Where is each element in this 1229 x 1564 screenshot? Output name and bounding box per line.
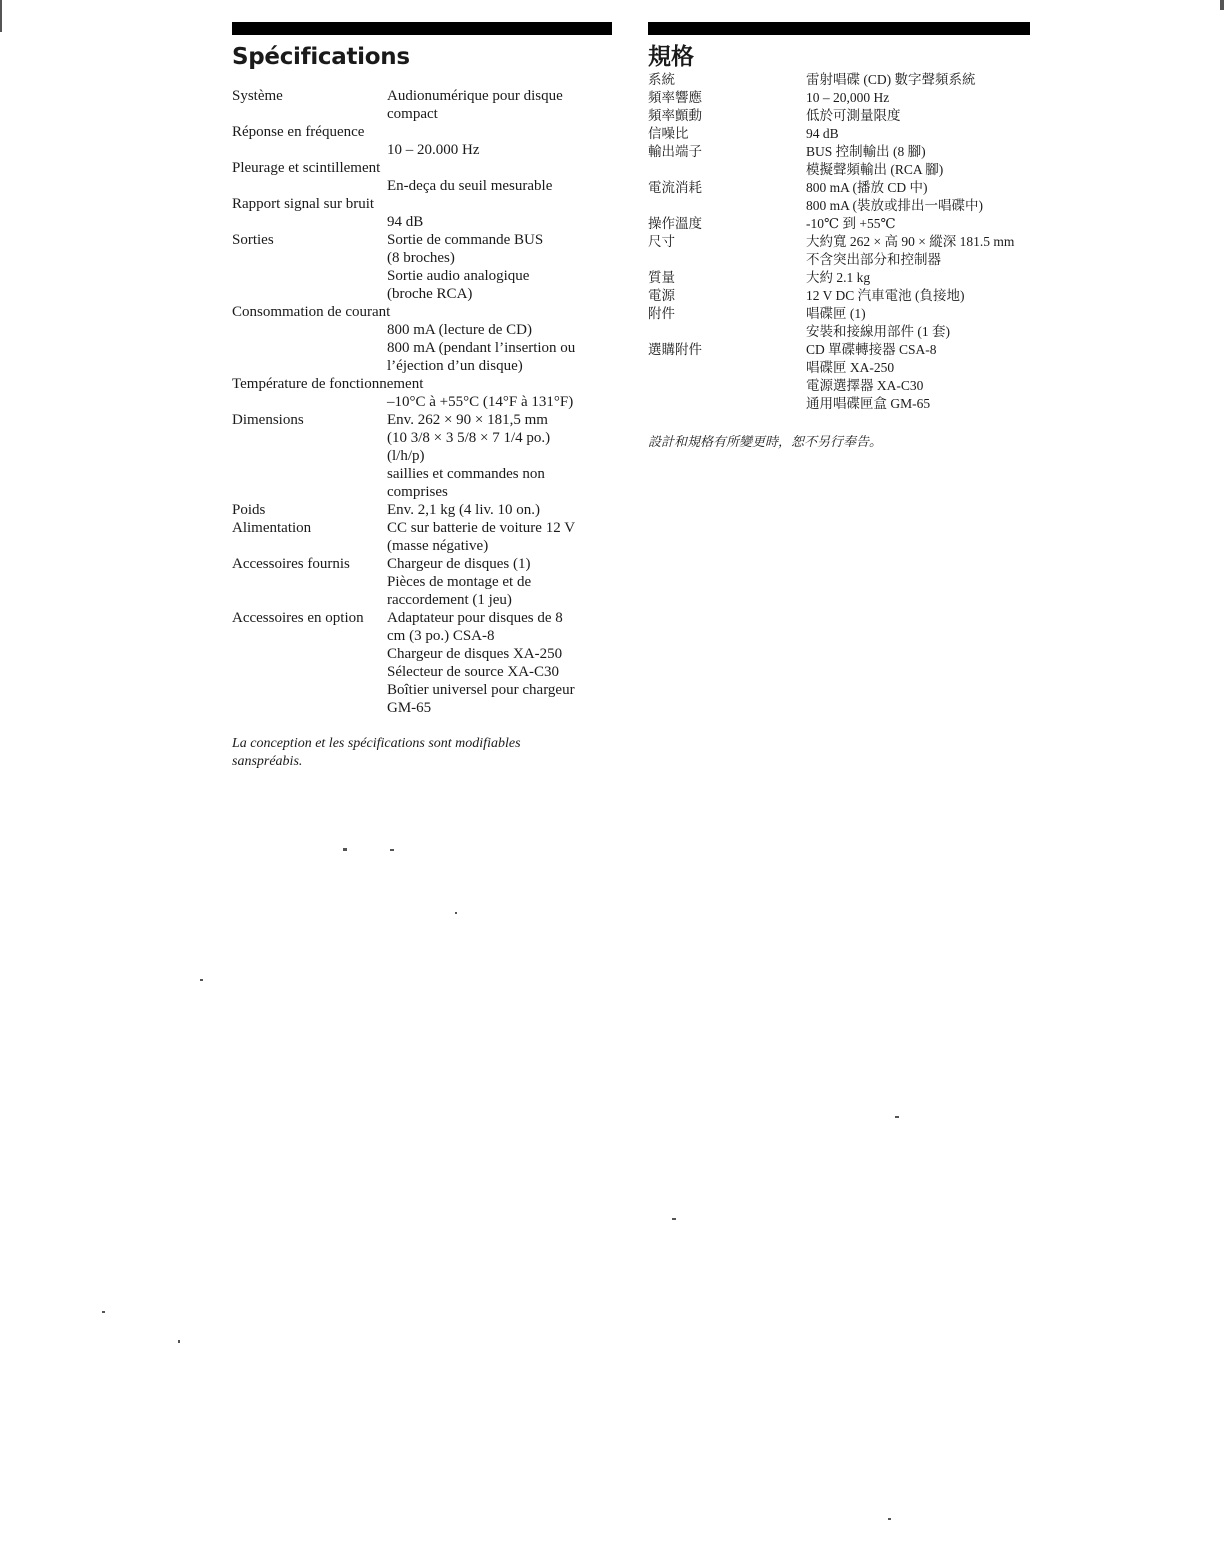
- spec-value-line: 低於可測量限度: [806, 108, 901, 123]
- spec-value-line: (broche RCA): [387, 286, 473, 302]
- spec-label: Accessoires fournis: [232, 556, 350, 572]
- spec-value-line: 800 mA (pendant l’insertion ou: [387, 340, 576, 356]
- spec-value-line: compact: [387, 106, 438, 122]
- spec-item: [232, 87, 612, 123]
- spec-value: [806, 233, 1030, 269]
- spec-value-line: 800 mA (lecture de CD): [387, 322, 532, 338]
- spec-value-line: CC sur batterie de voiture 12 V: [387, 520, 576, 536]
- spec-value-line: (masse négative): [387, 538, 489, 554]
- spec-label: Sorties: [232, 232, 274, 248]
- spec-value-line: 唱碟匣 (1): [806, 306, 866, 321]
- spec-value: [806, 215, 1030, 233]
- spec-value: [387, 519, 612, 555]
- spec-value: [232, 141, 612, 159]
- spec-value-line: 安裝和接線用部件 (1 套): [806, 324, 950, 339]
- spec-value: [806, 179, 1030, 215]
- spec-value: [232, 177, 612, 195]
- spec-value-line: (10 3/8 × 3 5/8 × 7 1/4 po.): [387, 430, 551, 446]
- spec-value: [387, 87, 612, 123]
- spec-item: [648, 269, 1030, 287]
- spec-item: [648, 215, 1030, 233]
- spec-value: [387, 609, 612, 717]
- spec-item: [648, 305, 1030, 341]
- spec-value-line: (l/h/p): [387, 448, 425, 464]
- spec-value-line: 模擬聲頻輸出 (RCA 腳): [806, 162, 944, 177]
- spec-value: [387, 501, 612, 519]
- spec-label: 電源: [648, 288, 675, 303]
- spec-value: [387, 555, 612, 609]
- spec-value-line: Boîtier universel pour chargeur: [387, 682, 575, 698]
- spec-value-line: CD 單碟轉接器 CSA-8: [806, 342, 937, 357]
- spec-item: [232, 195, 612, 231]
- spec-value-line: 通用唱碟匣盒 GM-65: [806, 396, 931, 411]
- spec-value-line: Chargeur de disques XA-250: [387, 646, 563, 662]
- spec-label: Système: [232, 88, 283, 104]
- spec-list: [232, 87, 612, 717]
- spec-label: Rapport signal sur bruit: [232, 196, 375, 212]
- spec-item: [648, 287, 1030, 305]
- spec-value-line: Pièces de montage et de: [387, 574, 532, 590]
- spec-item: [232, 159, 612, 195]
- spec-item: [232, 519, 612, 555]
- spec-value-line: GM-65: [387, 700, 432, 716]
- spec-value: [806, 269, 1030, 287]
- spec-value-line: BUS 控制輸出 (8 腳): [806, 144, 926, 159]
- spec-value-line: 800 mA (播放 CD 中): [806, 180, 928, 195]
- spec-label: 操作溫度: [648, 216, 702, 231]
- section-title: 規格: [648, 44, 694, 70]
- spec-item: [232, 231, 612, 303]
- spec-label: 頻率響應: [648, 90, 702, 105]
- spec-label: 質量: [648, 270, 675, 285]
- spec-value-line: cm (3 po.) CSA-8: [387, 628, 495, 644]
- french-section: [232, 22, 612, 771]
- spec-value-line: 大約 2.1 kg: [806, 270, 871, 285]
- spec-item: [232, 555, 612, 609]
- spec-label: Pleurage et scintillement: [232, 160, 381, 176]
- spec-item: [648, 71, 1030, 89]
- spec-label: 尺寸: [648, 234, 675, 249]
- spec-label: Accessoires en option: [232, 610, 364, 626]
- spec-value: [806, 287, 1030, 305]
- spec-item: [648, 233, 1030, 269]
- spec-value-line: saillies et commandes non: [387, 466, 545, 482]
- spec-value-line: 10 – 20,000 Hz: [806, 90, 890, 105]
- spec-value: [806, 341, 1030, 413]
- spec-item: [232, 411, 612, 501]
- spec-value-line: raccordement (1 jeu): [387, 592, 512, 608]
- spec-value-line: -10℃ 到 +55℃: [806, 216, 896, 231]
- spec-value-line: Chargeur de disques (1): [387, 556, 531, 572]
- spec-value: [232, 321, 612, 375]
- spec-value-line: 10 – 20.000 Hz: [387, 142, 480, 158]
- spec-value-line: Env. 2,1 kg (4 liv. 10 on.): [387, 502, 541, 518]
- header-rule: [648, 22, 1030, 35]
- spec-list: [648, 71, 1030, 413]
- spec-value-line: 94 dB: [387, 214, 424, 230]
- spec-value-line: 唱碟匣 XA-250: [806, 360, 895, 375]
- spec-value-line: Adaptateur pour disques de 8: [387, 610, 563, 626]
- spec-item: [232, 303, 612, 375]
- spec-value-line: 94 dB: [806, 126, 839, 141]
- spec-value: [806, 71, 1030, 89]
- spec-item: [232, 609, 612, 717]
- spec-value-line: 12 V DC 汽車電池 (負接地): [806, 288, 965, 303]
- spec-item: [232, 375, 612, 411]
- spec-item: [648, 89, 1030, 107]
- spec-value-line: 電源選擇器 XA-C30: [806, 378, 924, 393]
- spec-value: [387, 411, 612, 501]
- spec-label: Consommation de courant: [232, 304, 391, 320]
- spec-label: Température de fonctionnement: [232, 376, 424, 392]
- spec-value-line: comprises: [387, 484, 448, 500]
- spec-value-line: –10°C à +55°C (14°F à 131°F): [387, 394, 574, 410]
- disclaimer-note: 設計和規格有所變更時，恕不另行奉告。: [648, 434, 883, 449]
- spec-label: 系統: [648, 72, 675, 87]
- spec-label: Alimentation: [232, 520, 312, 536]
- spec-value-line: Sélecteur de source XA-C30: [387, 664, 560, 680]
- spec-item: [648, 179, 1030, 215]
- header-rule: [232, 22, 612, 35]
- spec-item: [648, 125, 1030, 143]
- spec-value-line: Env. 262 × 90 × 181,5 mm: [387, 412, 548, 428]
- spec-item: [232, 123, 612, 159]
- spec-value: [806, 89, 1030, 107]
- spec-value-line: (8 broches): [387, 250, 455, 266]
- section-title: Spécifications: [232, 44, 410, 70]
- spec-value: [806, 125, 1030, 143]
- spec-value: [806, 305, 1030, 341]
- chinese-section: [648, 22, 1030, 451]
- spec-item: [648, 143, 1030, 179]
- spec-value-line: 雷射唱碟 (CD) 數字聲頻系統: [806, 72, 976, 87]
- spec-value-line: 不含突出部分和控制器: [806, 252, 941, 267]
- spec-label: 選購附件: [648, 342, 702, 357]
- spec-label: 輸出端子: [648, 144, 702, 159]
- spec-label: 附件: [648, 306, 675, 321]
- spec-value-line: 800 mA (裝放或排出一唱碟中): [806, 198, 983, 213]
- spec-value: [806, 107, 1030, 125]
- spec-value-line: 大約寬 262 × 高 90 × 縱深 181.5 mm: [806, 234, 1015, 249]
- spec-label: Poids: [232, 502, 266, 518]
- spec-label: Réponse en fréquence: [232, 124, 365, 140]
- spec-label: Dimensions: [232, 412, 304, 428]
- spec-item: [648, 341, 1030, 413]
- disclaimer-note: La conception et les spécifications sont modifiables sanspréabis.: [232, 736, 521, 769]
- spec-value-line: En-deça du seuil mesurable: [387, 178, 553, 194]
- spec-label: 信噪比: [648, 126, 689, 141]
- spec-item: [648, 107, 1030, 125]
- spec-item: [232, 501, 612, 519]
- spec-value: [806, 143, 1030, 179]
- spec-value-line: Audionumérique pour disque: [387, 88, 563, 104]
- spec-value-line: l’éjection d’un disque): [387, 358, 523, 374]
- spec-value-line: Sortie audio analogique: [387, 268, 530, 284]
- spec-label: 頻率顫動: [648, 108, 702, 123]
- spec-value-line: Sortie de commande BUS: [387, 232, 544, 248]
- spec-value: [232, 213, 612, 231]
- spec-value: [232, 393, 612, 411]
- spec-value: [387, 231, 612, 303]
- spec-label: 電流消耗: [648, 180, 702, 195]
